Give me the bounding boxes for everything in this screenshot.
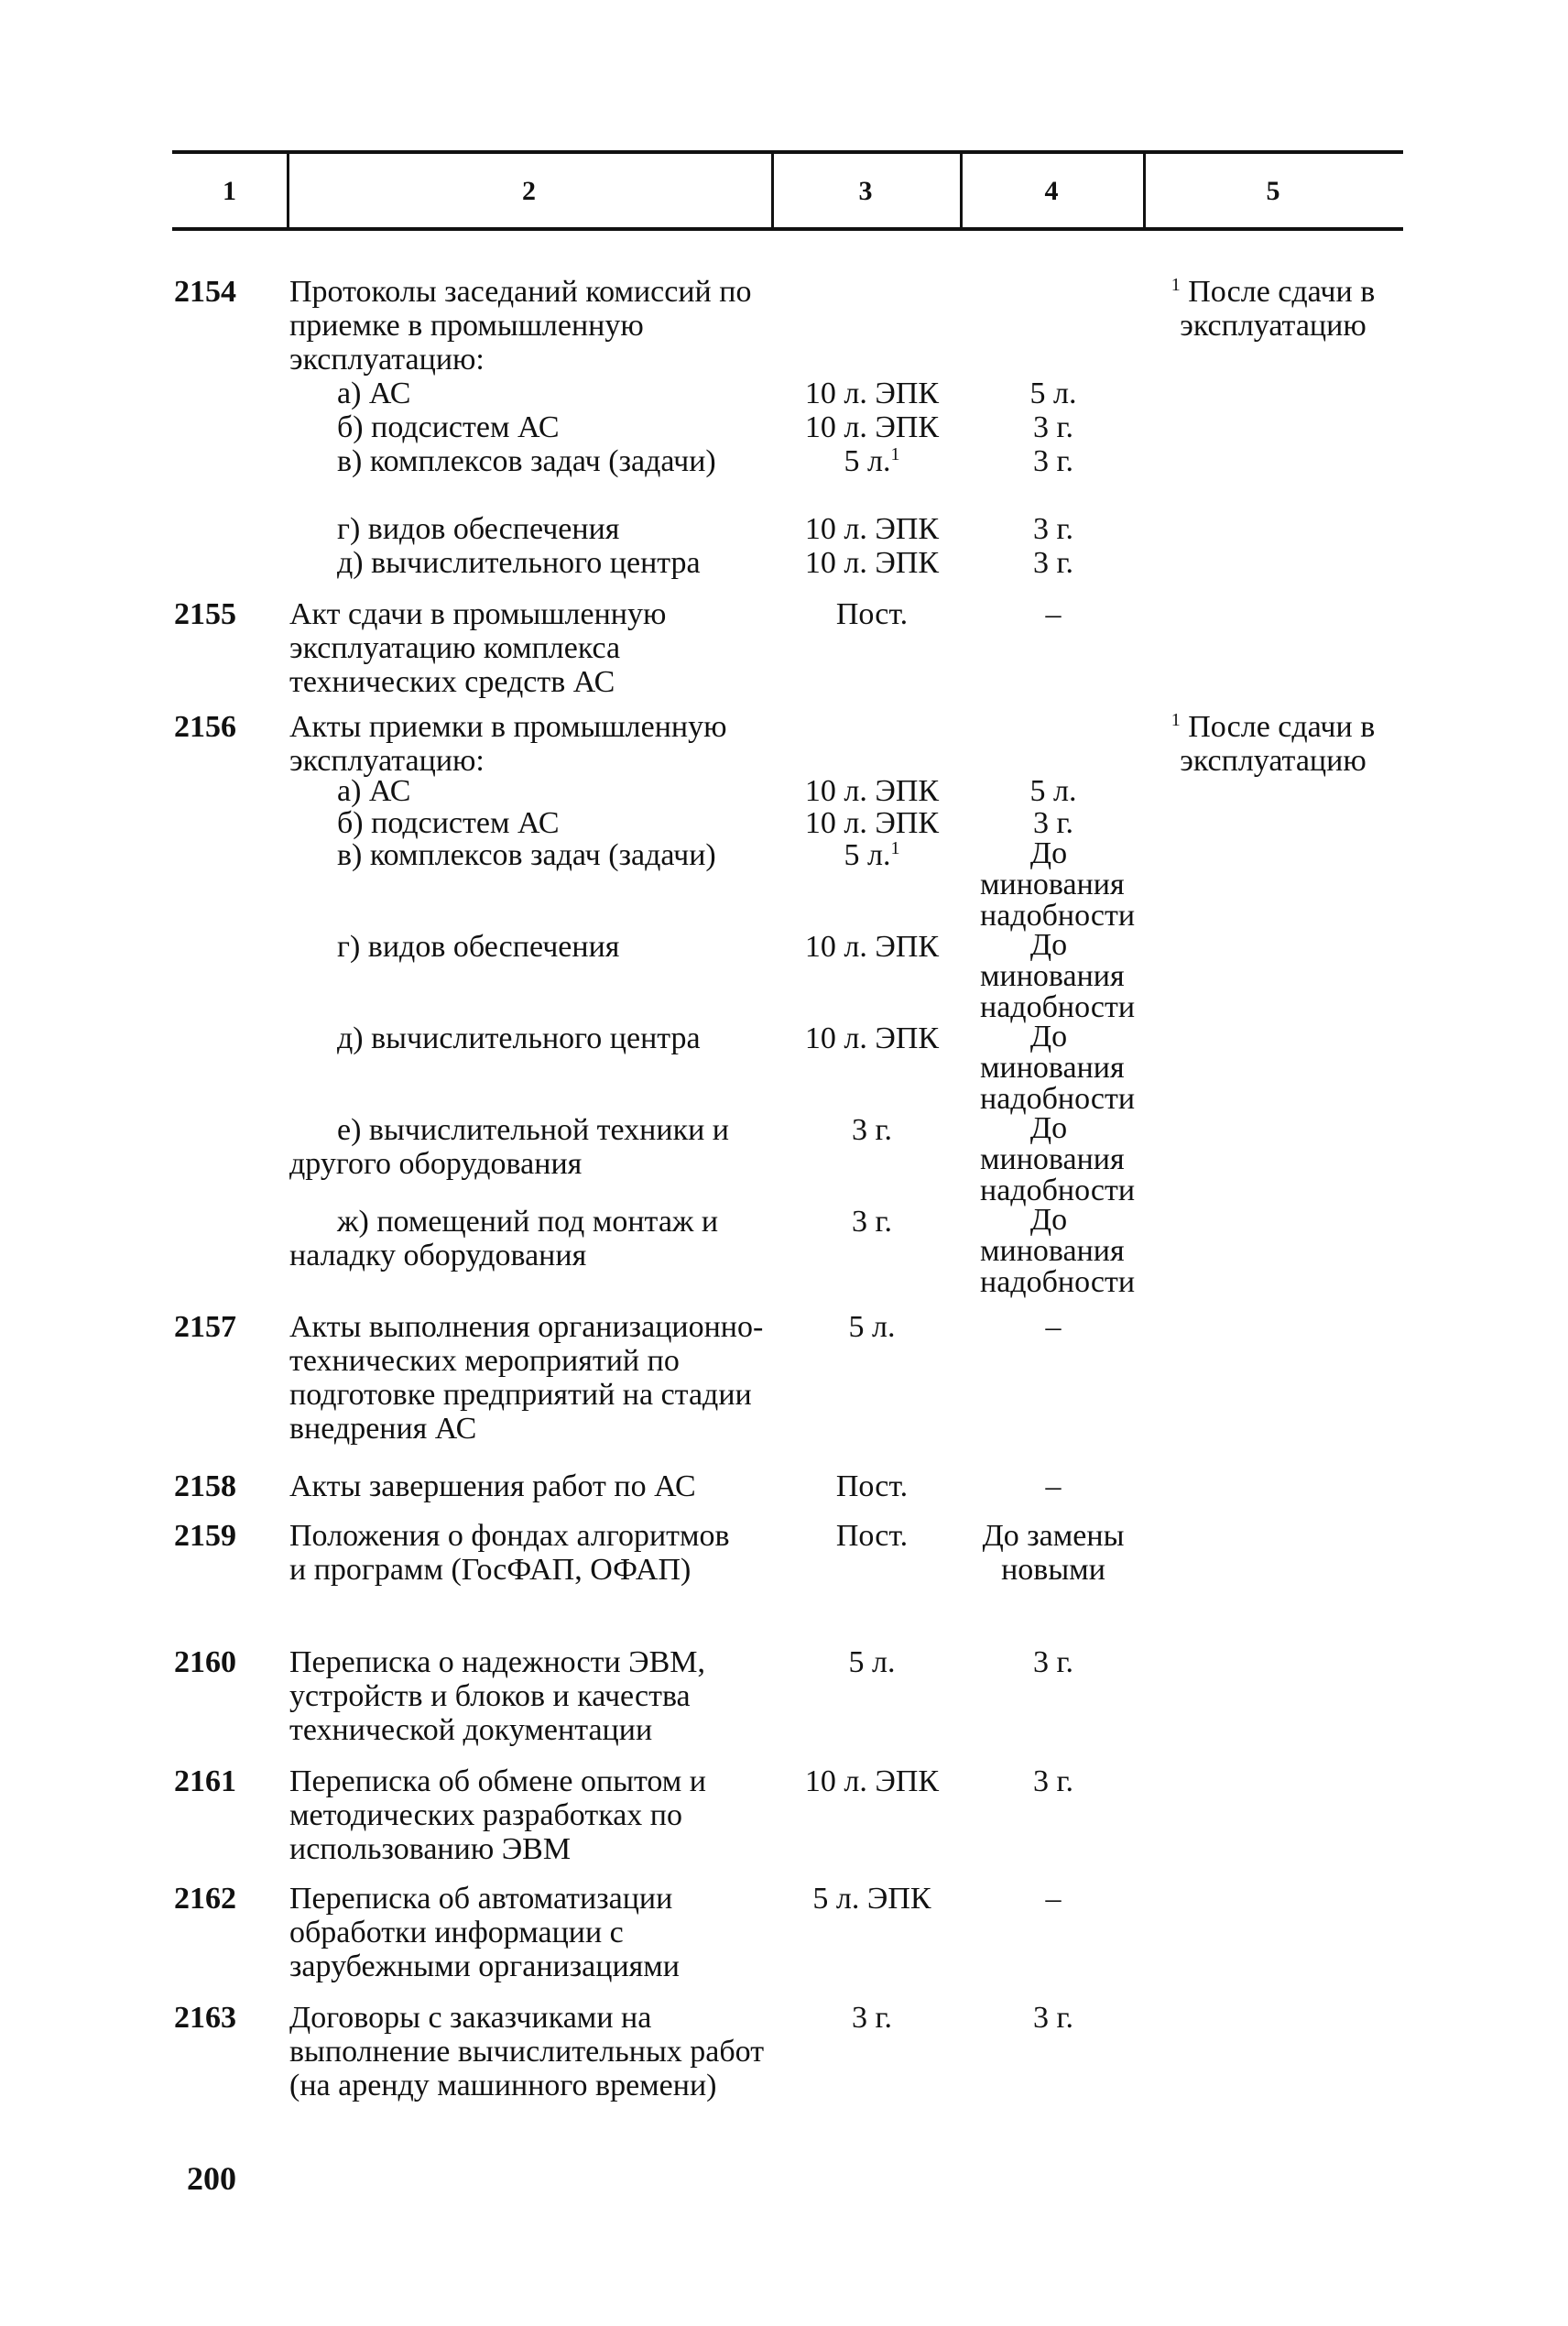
item-text: г) видов обеспечения [337,930,620,964]
item-term: 5 л.$^1$ [844,838,900,872]
row-term: Пост. [835,1519,909,1553]
item-term-alt: 5 л. [1029,774,1077,808]
row-title: Переписка об обмене опытом и методических разработках по использованию ЭВМ [289,1764,706,1866]
row-number: 2157 [174,1310,236,1344]
item-text: в) комплексов задач (задачи) [337,838,716,872]
table-header [172,150,1403,231]
item-term-alt: 3 г. [1032,546,1074,580]
row-term: 5 л. [848,1310,896,1344]
item-term-alt: 3 г. [1032,410,1074,444]
item-term: 3 г. [851,1205,893,1239]
item-term-alt: 3 г. [1032,512,1074,546]
header-col-1: 1 [172,154,289,227]
item-term: 10 л. ЭПК [804,806,940,840]
row-number: 2158 [174,1469,236,1503]
row-number: 2163 [174,2001,236,2035]
page-number: 200 [187,2160,236,2197]
item-text: а) АС [337,377,411,410]
item-text: б) подсистем АС [337,410,560,444]
item-text: д) вычислительного центра [337,546,701,580]
item-term: 10 л. ЭПК [804,546,940,580]
item-text: а) АС [337,774,411,808]
header-col-2: 2 [287,154,774,227]
row-title: Акт сдачи в промышленную эксплуатацию комплекса технических средств АС [289,597,667,699]
row-term-alt: 3 г. [1032,1764,1074,1798]
row-term-alt: До замены новыми [982,1519,1125,1587]
item-text: г) видов обеспечения [337,512,620,546]
row-title: Акты завершения работ по АС [289,1469,696,1503]
item-text: ж) помещений под монтаж и наладку оборудования [289,1205,719,1272]
row-title: Переписка о надежности ЭВМ, устройств и блоков и качества технической документации [289,1645,706,1747]
row-term-alt: – [1045,597,1062,631]
item-term-alt: 5 л. [1029,377,1077,410]
item-text: д) вычислительного центра [337,1021,701,1055]
item-text: б) подсистем АС [337,806,560,840]
row-term: Пост. [835,597,909,631]
item-term: 3 г. [851,1113,893,1147]
row-number: 2161 [174,1764,236,1798]
row-title: Договоры с заказчиками на выполнение вычислительных работ (на аренду машинного времени) [289,2001,765,2102]
row-title: Акты приемки в промышленную эксплуатацию: [289,710,727,778]
row-number: 2154 [174,275,236,309]
row-term-alt: 3 г. [1032,1645,1074,1679]
item-term: 10 л. ЭПК [804,377,940,410]
row-title: Переписка об автоматизации обработки информации с зарубежными организациями [289,1882,680,1983]
row-term: 5 л. ЭПК [812,1882,931,1916]
row-title: Положения о фондах алгоритмов и программ (ГосФАП, ОФАП) [289,1519,730,1587]
item-term: 10 л. ЭПК [804,774,940,808]
item-term-alt: До минования надобности [980,1203,1136,1299]
row-number: 2159 [174,1519,236,1553]
row-term-alt: – [1045,1310,1062,1344]
row-title: Протоколы заседаний комиссий по приемке в промышленную эксплуатацию: [289,275,752,377]
item-term: 10 л. ЭПК [804,512,940,546]
row-term-alt: – [1045,1882,1062,1916]
item-term-alt: 3 г. [1032,444,1074,478]
header-col-3: 3 [771,154,963,227]
item-text: в) комплексов задач (задачи) [337,444,716,478]
row-term-alt: 3 г. [1032,2001,1074,2035]
row-number: 2156 [174,710,236,744]
row-term: Пост. [835,1469,909,1503]
item-term: 10 л. ЭПК [804,410,940,444]
row-note: $^1$ После сдачи в эксплуатацию [1171,275,1376,343]
item-term-alt: 3 г. [1032,806,1074,840]
item-term: 10 л. ЭПК [804,930,940,964]
row-number: 2155 [174,597,236,631]
item-term: 10 л. ЭПК [804,1021,940,1055]
row-term: 10 л. ЭПК [804,1764,940,1798]
row-term-alt: – [1045,1469,1062,1503]
row-title: Акты выполнения организационно-технических мероприятий по подготовке предприятий на стадии внедрения АС [289,1310,764,1446]
header-col-5: 5 [1266,175,1280,206]
row-term: 5 л. [848,1645,896,1679]
item-text: е) вычислительной техники и другого оборудования [289,1113,729,1181]
item-term: 5 л.$^1$ [844,444,900,478]
row-number: 2160 [174,1645,236,1679]
row-term: 3 г. [851,2001,893,2035]
header-col-4: 4 [960,154,1146,227]
item-term-alt: До минования надобности [980,928,1136,1024]
item-term-alt: До минования надобности [980,1020,1136,1116]
row-number: 2162 [174,1882,236,1916]
item-term-alt: До минования надобности [980,836,1136,933]
row-note: $^1$ После сдачи в эксплуатацию [1171,710,1376,778]
item-term-alt: До минования надобности [980,1111,1136,1207]
